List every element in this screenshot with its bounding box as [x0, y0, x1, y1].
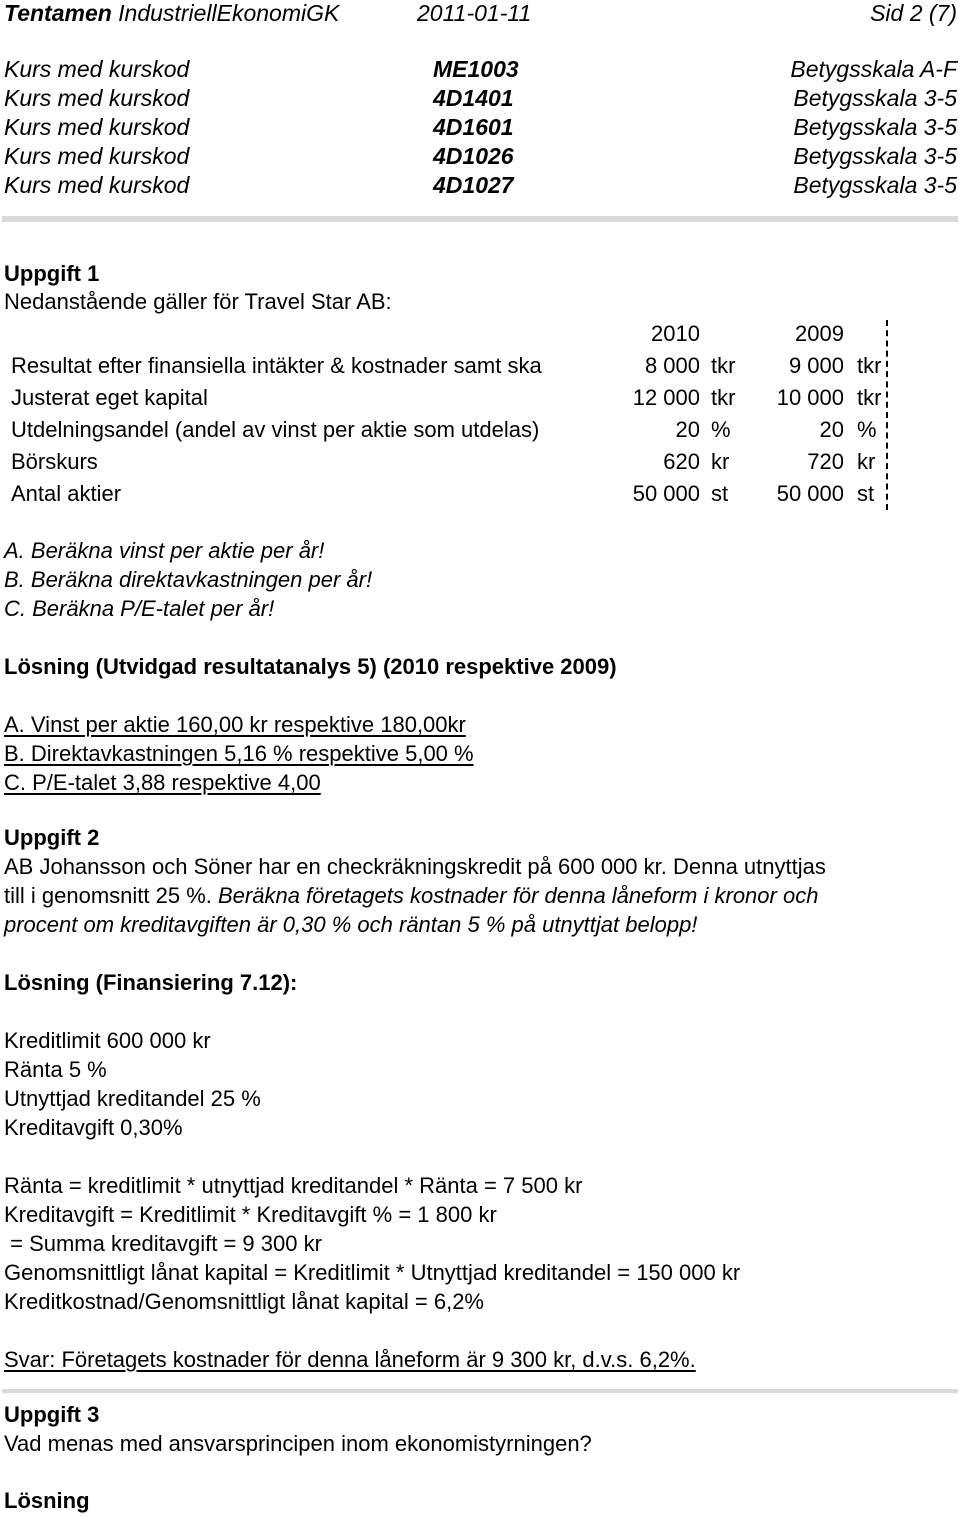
- grading-scale: Betygsskala 3-5: [793, 114, 957, 140]
- table-border: [886, 320, 888, 510]
- course-label: Kurs med kurskod: [4, 56, 190, 82]
- value-2010: 620: [663, 449, 700, 474]
- task-3-solution-heading: Lösning: [4, 1488, 90, 1513]
- value-2010: 20: [675, 417, 700, 442]
- question-b: B. Beräkna direktavkastningen per år!: [4, 567, 373, 592]
- given-value: Utnyttjad kreditandel 25 %: [4, 1086, 261, 1111]
- calculation-line: Genomsnittligt lånat kapital = Kreditlimit * Utnyttjad kreditandel = 150 000 kr: [4, 1260, 741, 1285]
- table-row: [0, 382, 886, 413]
- calculation-line: = Summa kreditavgift = 9 300 kr: [4, 1231, 322, 1256]
- course-row: [0, 84, 960, 113]
- unit-2009: tkr: [857, 385, 882, 410]
- unit-2009: st: [857, 481, 875, 506]
- course-label: Kurs med kurskod: [4, 85, 190, 111]
- course-code: 4D1027: [433, 172, 514, 198]
- year-header-2010: 2010: [651, 321, 700, 346]
- given-value: Kreditavgift 0,30%: [4, 1115, 183, 1140]
- unit-2010: st: [711, 481, 729, 506]
- given-value: Ränta 5 %: [4, 1057, 107, 1082]
- course-row: [0, 142, 960, 171]
- task-2-heading: Uppgift 2: [4, 825, 100, 850]
- section-divider: [2, 216, 958, 222]
- question-c: C. Beräkna P/E-talet per år!: [4, 596, 275, 621]
- value-2010: 50 000: [632, 481, 700, 506]
- value-2010: 8 000: [644, 353, 700, 378]
- calculation-line: Kreditkostnad/Genomsnittligt lånat kapital = 6,2%: [4, 1289, 484, 1314]
- calculation-line: Ränta = kreditlimit * utnyttjad kreditandel * Ränta = 7 500 kr: [4, 1173, 583, 1198]
- task-2-text-line: procent om kreditavgiften är 0,30 % och räntan 5 % på utnyttjat belopp!: [4, 912, 698, 937]
- unit-2009: tkr: [857, 353, 882, 378]
- answer-c: C. P/E-talet 3,88 respektive 4,00: [4, 770, 321, 795]
- given-value: Kreditlimit 600 000 kr: [4, 1028, 211, 1053]
- grading-scale: Betygsskala A-F: [790, 56, 957, 82]
- task-2-solution-heading: Lösning (Finansiering 7.12):: [4, 970, 298, 995]
- course-row: [0, 55, 960, 84]
- value-2009: 50 000: [776, 481, 844, 506]
- unit-2009: kr: [857, 449, 876, 474]
- unit-2010: %: [711, 417, 731, 442]
- document-title: Tentamen IndustriellEkonomiGK: [4, 0, 340, 26]
- task-3-heading: Uppgift 3: [4, 1402, 100, 1427]
- course-row: [0, 113, 960, 142]
- value-2009: 720: [807, 449, 844, 474]
- table-row: [0, 478, 886, 509]
- grading-scale: Betygsskala 3-5: [793, 172, 957, 198]
- course-label: Kurs med kurskod: [4, 143, 190, 169]
- table-row: [0, 446, 886, 477]
- grading-scale: Betygsskala 3-5: [793, 143, 957, 169]
- unit-2010: tkr: [711, 385, 736, 410]
- task-2-text-line: till i genomsnitt 25 %. Beräkna företagets kostnader för denna låneform i kronor och: [4, 883, 819, 908]
- unit-2010: tkr: [711, 353, 736, 378]
- course-code: 4D1401: [433, 85, 514, 111]
- task-1-intro: Nedanstående gäller för Travel Star AB:: [4, 289, 392, 314]
- value-2010: 12 000: [632, 385, 700, 410]
- table-header-row: [0, 318, 886, 349]
- course-label: Kurs med kurskod: [4, 114, 190, 140]
- task-2-answer: Svar: Företagets kostnader för denna låneform är 9 300 kr, d.v.s. 6,2%.: [4, 1347, 696, 1372]
- course-label: Kurs med kurskod: [4, 172, 190, 198]
- task-1-solution-heading: Lösning (Utvidgad resultatanalys 5) (2010 respektive 2009): [4, 654, 617, 679]
- section-divider: [2, 1389, 958, 1393]
- year-header-2009: 2009: [795, 321, 844, 346]
- row-label: Börskurs: [11, 449, 98, 474]
- course-code: 4D1601: [433, 114, 514, 140]
- value-2009: 9 000: [788, 353, 844, 378]
- answer-a: A. Vinst per aktie 160,00 kr respektive 180,00kr: [4, 712, 466, 737]
- row-label: Utdelningsandel (andel av vinst per aktie som utdelas): [11, 417, 540, 442]
- task-2-text-line: AB Johansson och Söner har en checkräkningskredit på 600 000 kr. Denna utnyttjas: [4, 854, 826, 879]
- task-1-heading: Uppgift 1: [4, 261, 100, 286]
- grading-scale: Betygsskala 3-5: [793, 85, 957, 111]
- course-row: [0, 171, 960, 200]
- answer-b: B. Direktavkastningen 5,16 % respektive 5,00 %: [4, 741, 474, 766]
- unit-2010: kr: [711, 449, 730, 474]
- table-row: [0, 350, 886, 381]
- task-3-question: Vad menas med ansvarsprincipen inom ekonomistyrningen?: [4, 1431, 592, 1456]
- question-a: A. Beräkna vinst per aktie per år!: [4, 538, 325, 563]
- row-label: Antal aktier: [11, 481, 122, 506]
- course-code: 4D1026: [433, 143, 514, 169]
- course-code: ME1003: [433, 56, 519, 82]
- data-table: [0, 318, 900, 510]
- page-number: Sid 2 (7): [870, 0, 957, 26]
- value-2009: 10 000: [776, 385, 844, 410]
- unit-2009: %: [857, 417, 877, 442]
- row-label: Resultat efter finansiella intäkter & kostnader samt ska: [11, 353, 542, 378]
- row-label: Justerat eget kapital: [11, 385, 208, 410]
- table-row: [0, 414, 886, 445]
- value-2009: 20: [819, 417, 844, 442]
- document-date: 2011-01-11: [417, 0, 532, 26]
- calculation-line: Kreditavgift = Kreditlimit * Kreditavgift % = 1 800 kr: [4, 1202, 497, 1227]
